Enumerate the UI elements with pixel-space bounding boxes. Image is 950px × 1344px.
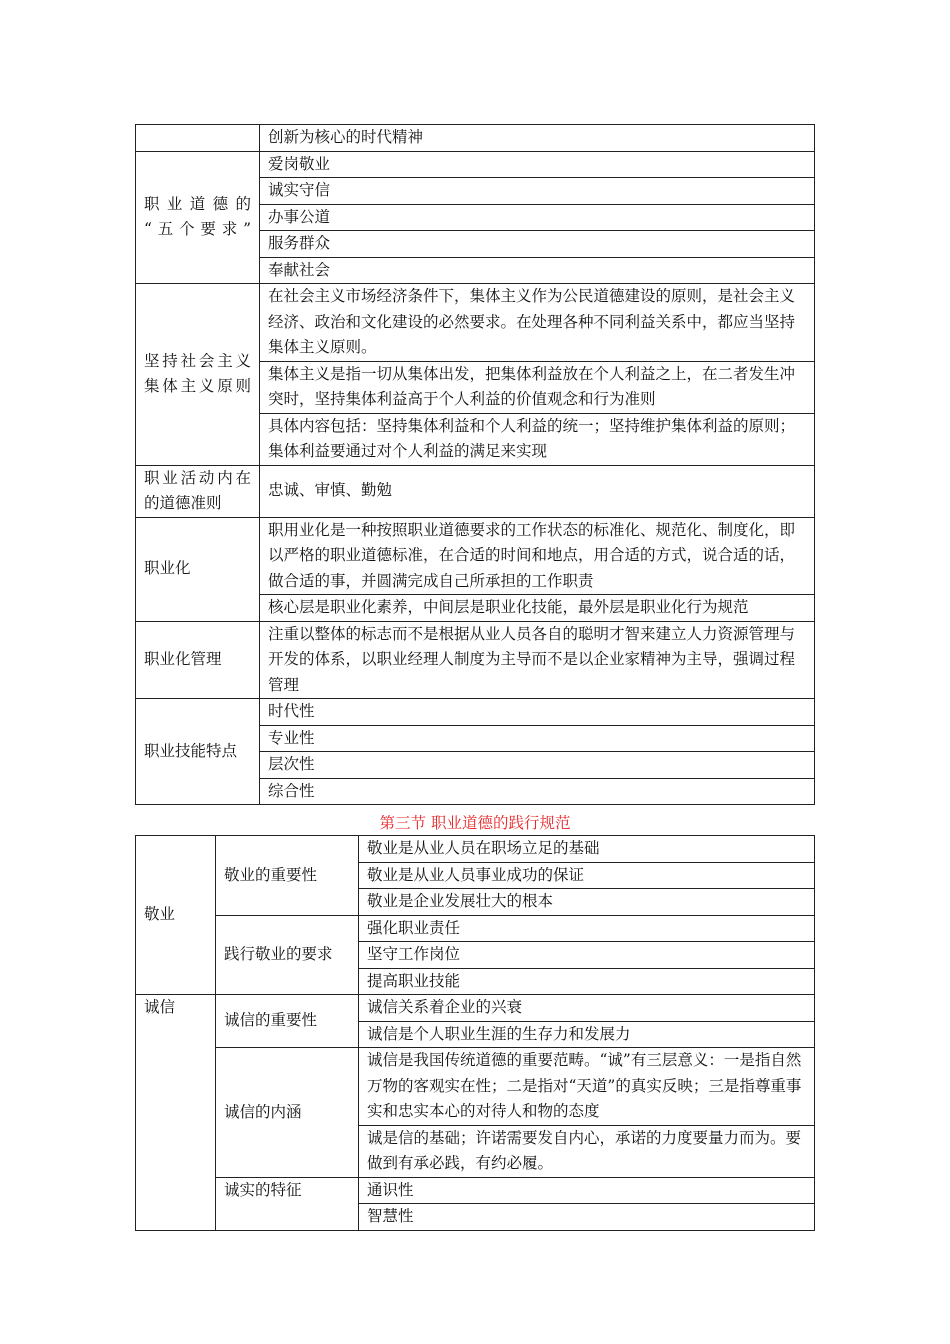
list-item: 诚信是我国传统道德的重要范畴。“诚”有三层意义：一是指自然万物的客观实在性；二是指对“天道”的真实反映；三是指尊重事实和忠实本心的对待人和物的态度 bbox=[359, 1048, 815, 1126]
table-row bbox=[136, 125, 815, 152]
label-skill-features: 职业技能特点 bbox=[136, 699, 260, 805]
list-item: 爱岗敬业 bbox=[260, 151, 815, 178]
table-row bbox=[136, 995, 815, 1022]
list-item: 在社会主义市场经济条件下，集体主义作为公民道德建设的原则，是社会主义经济、政治和文化建设的必然要求。在处理各种不同利益关系中，都应当坚持集体主义原则。 bbox=[260, 284, 815, 362]
list-item: 职用业化是一种按照职业道德要求的工作状态的标准化、规范化、制度化，即以严格的职业道德标准，在合适的时间和地点，用合适的方式，说合适的话，做合适的事，并圆满完成自己所承担的工作职责 bbox=[260, 517, 815, 595]
list-item: 综合性 bbox=[260, 778, 815, 805]
list-item: 坚守工作岗位 bbox=[359, 942, 815, 969]
label-professionalization: 职业化 bbox=[136, 517, 260, 621]
section-title: 第三节 职业道德的践行规范 bbox=[379, 814, 571, 832]
table-professional-ethics bbox=[135, 124, 815, 805]
label-prof-management: 职业化管理 bbox=[136, 621, 260, 699]
list-item: 奉献社会 bbox=[260, 257, 815, 284]
cell-innovation-spirit: 创新为核心的时代精神 bbox=[260, 125, 815, 152]
label-collectivism-line2: 集体主义原则 bbox=[144, 377, 251, 396]
list-item: 敬业是企业发展壮大的根本 bbox=[359, 889, 815, 916]
row-label-empty bbox=[136, 125, 260, 152]
list-item: 专业性 bbox=[260, 725, 815, 752]
label-five-requirements bbox=[136, 151, 260, 284]
list-item: 诚信关系着企业的兴衰 bbox=[359, 995, 815, 1022]
list-item: 敬业是从业人员事业成功的保证 bbox=[359, 862, 815, 889]
cell-inner-ethics: 忠诚、审慎、勤勉 bbox=[260, 465, 815, 517]
label-dedication-practice: 践行敬业的要求 bbox=[216, 915, 359, 995]
list-item: 诚信是个人职业生涯的生存力和发展力 bbox=[359, 1021, 815, 1048]
list-item: 诚是信的基础；许诺需要发自内心，承诺的力度要量力而为。要做到有承必践，有约必履。 bbox=[359, 1125, 815, 1177]
label-dedication-importance: 敬业的重要性 bbox=[216, 836, 359, 916]
table-row bbox=[136, 836, 815, 863]
label-inner-ethics-line1: 职业活动内在 bbox=[144, 468, 251, 487]
table-row bbox=[136, 517, 815, 595]
label-collectivism bbox=[136, 284, 260, 466]
list-item: 具体内容包括：坚持集体利益和个人利益的统一；坚持维护集体利益的原则；集体利益要通过对个人利益的满足来实现 bbox=[260, 413, 815, 465]
list-item: 诚实守信 bbox=[260, 178, 815, 205]
label-five-requirements-line2: “五个要求” bbox=[144, 220, 251, 239]
list-item: 时代性 bbox=[260, 699, 815, 726]
label-collectivism-line1: 坚持社会主义 bbox=[144, 351, 251, 370]
list-item: 强化职业责任 bbox=[359, 915, 815, 942]
label-integrity: 诚信 bbox=[136, 995, 216, 1231]
table-row bbox=[136, 151, 815, 178]
label-inner-ethics-line2: 的道德准则 bbox=[144, 494, 222, 512]
table-row bbox=[136, 284, 815, 362]
list-item: 敬业是从业人员在职场立足的基础 bbox=[359, 836, 815, 863]
table-row bbox=[136, 915, 815, 942]
list-item: 智慧性 bbox=[359, 1204, 815, 1231]
label-honesty-features: 诚实的特征 bbox=[216, 1177, 359, 1230]
label-dedication: 敬业 bbox=[136, 836, 216, 995]
list-item: 核心层是职业化素养，中间层是职业化技能，最外层是职业化行为规范 bbox=[260, 595, 815, 622]
label-five-requirements-line1: 职业道德的 bbox=[144, 194, 251, 213]
label-integrity-meaning: 诚信的内涵 bbox=[216, 1048, 359, 1178]
list-item: 办事公道 bbox=[260, 204, 815, 231]
table-row bbox=[136, 699, 815, 726]
list-item: 提高职业技能 bbox=[359, 968, 815, 995]
list-item: 集体主义是指一切从集体出发，把集体利益放在个人利益之上，在二者发生冲突时，坚持集体利益高于个人利益的价值观念和行为准则 bbox=[260, 361, 815, 413]
list-item: 层次性 bbox=[260, 752, 815, 779]
label-inner-ethics bbox=[136, 465, 260, 517]
label-integrity-importance: 诚信的重要性 bbox=[216, 995, 359, 1048]
table-row bbox=[136, 1177, 815, 1204]
list-item: 服务群众 bbox=[260, 231, 815, 258]
table-row bbox=[136, 465, 815, 517]
table-practice-norms bbox=[135, 835, 815, 1231]
table-row bbox=[136, 621, 815, 699]
cell-prof-management: 注重以整体的标志而不是根据从业人员各自的聪明才智来建立人力资源管理与开发的体系，以职业经理人制度为主导而不是以企业家精神为主导，强调过程管理 bbox=[260, 621, 815, 699]
list-item: 通识性 bbox=[359, 1177, 815, 1204]
table-row bbox=[136, 1048, 815, 1126]
